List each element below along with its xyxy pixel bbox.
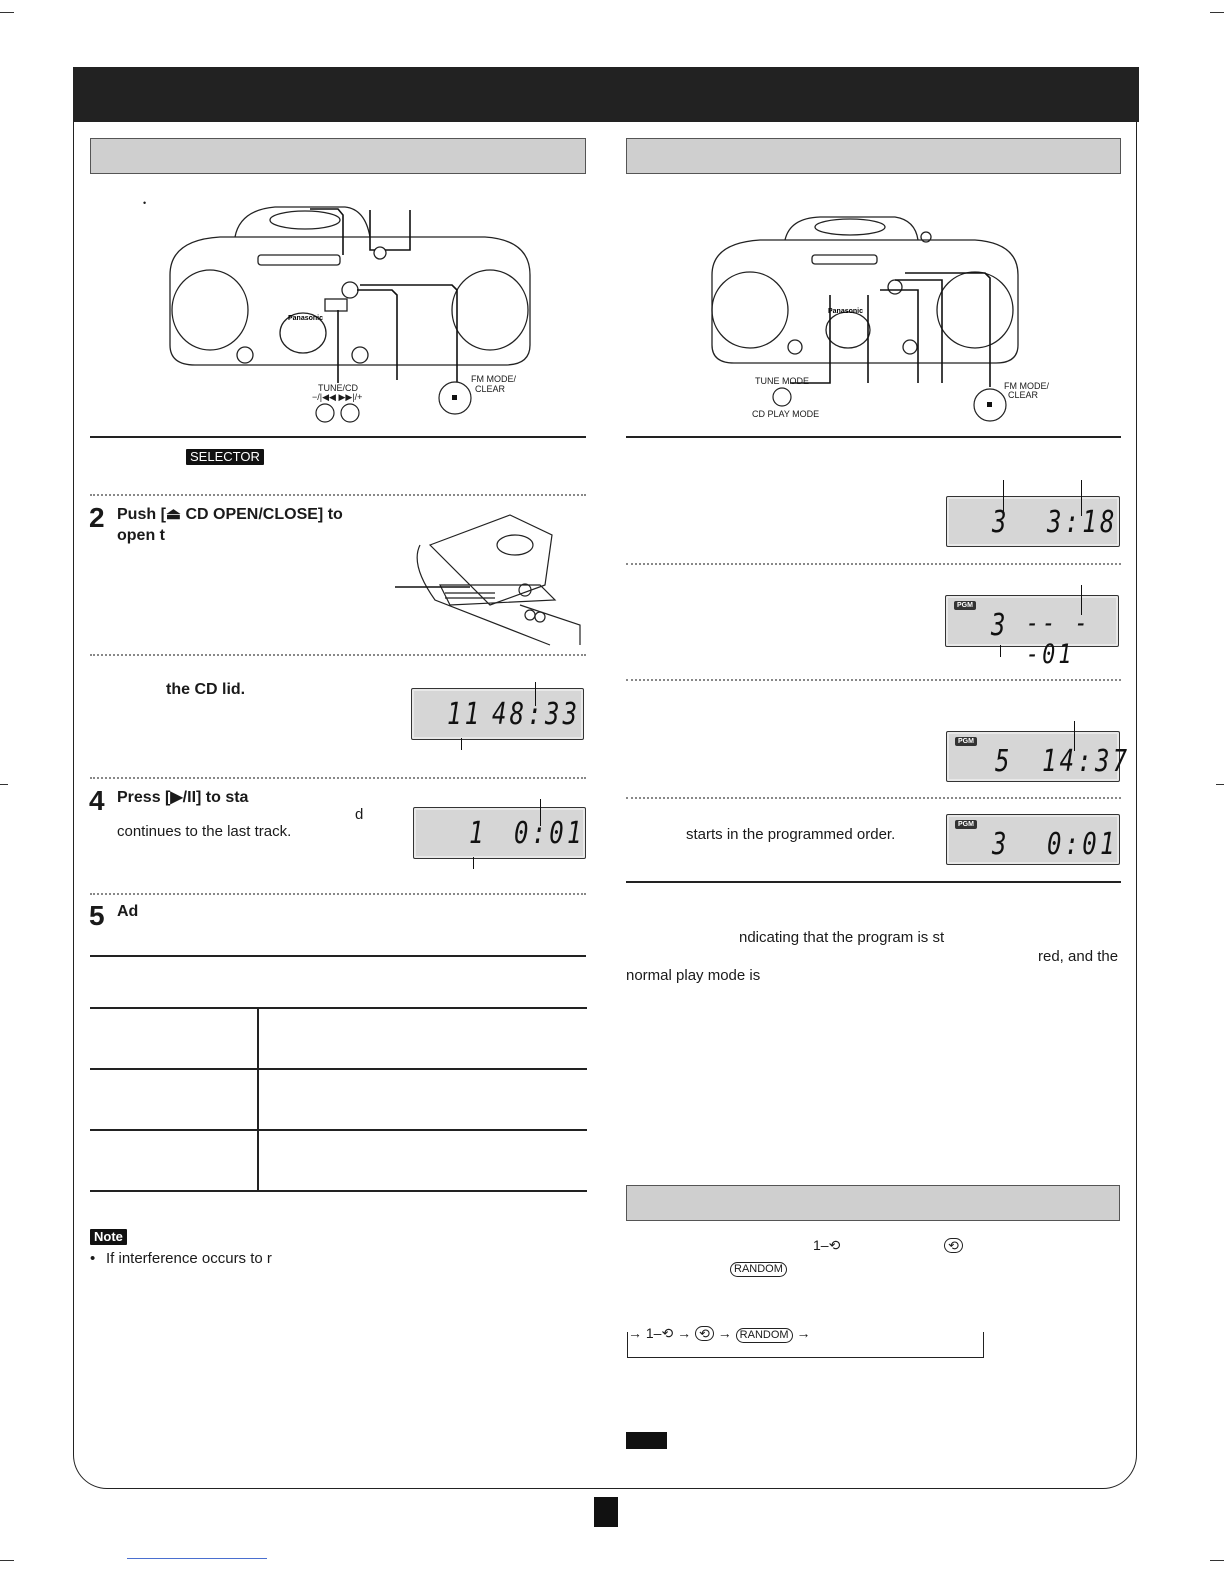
pgm-indicator: PGM [955, 820, 977, 829]
repeat-icon: ⟲ [944, 1237, 963, 1255]
flow-arrow: → [796, 1325, 811, 1341]
step4-line2: continues to the last track. [117, 823, 292, 840]
lcd-track: 1 [469, 816, 487, 851]
step-number-4: 4 [89, 785, 105, 816]
dotted-divider [626, 679, 1121, 681]
flow-repeat: ⟲ [695, 1326, 714, 1341]
fm-mode-label: FM MODE/ [1004, 381, 1049, 391]
dotted-divider [90, 777, 586, 779]
divider [90, 436, 586, 438]
clear-label: CLEAR [1008, 390, 1039, 400]
programmed-order-text: starts in the programmed order. [686, 826, 896, 843]
repeat-section-title-bar [626, 1185, 1120, 1221]
dotted-divider [626, 797, 1121, 799]
lcd-time: -- --01 [1026, 608, 1091, 670]
callout-line [540, 799, 541, 826]
flow-arrow: → [717, 1325, 732, 1341]
lcd-display-1 [946, 496, 1120, 547]
step2-line2: open t [117, 527, 165, 544]
lcd-time: 3:18 [1047, 505, 1118, 540]
pgm-indicator: PGM [955, 737, 977, 746]
table-row [90, 1069, 587, 1130]
step4-trailing-text: d [355, 806, 364, 823]
tune-mode-label: TUNE MODE [755, 376, 809, 386]
divider [90, 955, 586, 957]
dotted-divider [90, 893, 586, 895]
lcd-time: 0:01 [514, 816, 585, 851]
table-row [90, 1130, 587, 1191]
divider [626, 881, 1121, 883]
note-block [626, 1432, 667, 1449]
note-label: Note [90, 1228, 127, 1246]
lcd-track: 5 [995, 744, 1013, 779]
note-bullet: • [90, 1250, 96, 1267]
step3-text: the CD lid. [166, 681, 246, 698]
selector-badge: SELECTOR [186, 448, 264, 466]
lcd-track: 3 [991, 608, 1009, 643]
footer-link-line [127, 1558, 267, 1559]
lcd-track: 3 [992, 505, 1010, 540]
lcd-display-2 [945, 595, 1119, 670]
flow-arrow: → [677, 1325, 692, 1341]
flow-one-repeat: 1–⟲ [645, 1325, 674, 1341]
step2-line1: Push [⏏ CD OPEN/CLOSE] to [117, 506, 343, 523]
callout-line [1081, 585, 1082, 615]
tune-cd-sublabel: −/|◀◀ ▶▶|/+ [312, 392, 363, 402]
lcd-display-3 [946, 731, 1131, 782]
diagram-marker: • [143, 198, 147, 208]
dotted-divider [90, 494, 586, 496]
program-paragraph-line1: ndicating that the program is st [739, 929, 945, 946]
lcd-time: 0:01 [1047, 827, 1118, 862]
crop-mark [0, 784, 8, 785]
callout-line [461, 738, 462, 750]
fm-mode-label: FM MODE/ [471, 374, 516, 384]
callout-line [1003, 480, 1004, 516]
crop-mark [1216, 784, 1224, 785]
callout-line [535, 682, 536, 706]
crop-mark [1210, 12, 1224, 13]
crop-mark [0, 12, 14, 13]
cd-play-mode-label: CD PLAY MODE [752, 409, 820, 419]
flow-random: RANDOM [736, 1328, 793, 1343]
mode-cycle-flow [628, 1325, 814, 1343]
callout-line [1081, 480, 1082, 516]
tune-cd-label: TUNE/CD [318, 383, 358, 393]
program-paragraph-line3: normal play mode is [626, 967, 761, 984]
note-text: If interference occurs to r [106, 1250, 272, 1267]
lcd-time: 14:37 [1042, 744, 1131, 779]
right-section-title-bar [626, 138, 1121, 174]
lcd-display-4 [946, 814, 1120, 865]
clear-label: CLEAR [475, 384, 506, 394]
operations-table [90, 1007, 587, 1192]
lcd-track: 3 [992, 827, 1010, 862]
callout-line [1074, 721, 1075, 751]
lcd-time: 48:33 [492, 697, 581, 732]
step-number-2: 2 [89, 502, 105, 533]
step4-line1: Press [▶/II] to sta [117, 789, 249, 806]
left-section-title-bar [90, 138, 586, 174]
crop-mark [1210, 1560, 1224, 1561]
step-number-5: 5 [89, 900, 105, 931]
cd-lid-illustration [390, 505, 590, 655]
callout-line [1000, 645, 1001, 657]
dotted-divider [626, 563, 1121, 565]
boombox-diagram-right [700, 215, 1030, 430]
table-row [90, 1008, 587, 1069]
page-number-block [594, 1497, 618, 1527]
brand-logo: Panasonic [828, 308, 864, 315]
crop-mark [0, 1560, 14, 1561]
lcd-display-step3 [411, 688, 584, 740]
pgm-indicator: PGM [954, 601, 976, 610]
flow-arrow: → [628, 1325, 642, 1341]
divider [626, 436, 1121, 438]
brand-logo: Panasonic [288, 315, 324, 322]
lcd-track: 11 [447, 697, 483, 732]
program-paragraph-line2: red, and the [1038, 948, 1119, 965]
random-icon: RANDOM [730, 1259, 787, 1277]
one-track-repeat-icon: 1–⟲ [813, 1237, 841, 1253]
lcd-display-step4 [413, 807, 586, 859]
step5-text: Ad [117, 903, 139, 920]
dotted-divider [90, 654, 586, 656]
callout-line [473, 857, 474, 869]
